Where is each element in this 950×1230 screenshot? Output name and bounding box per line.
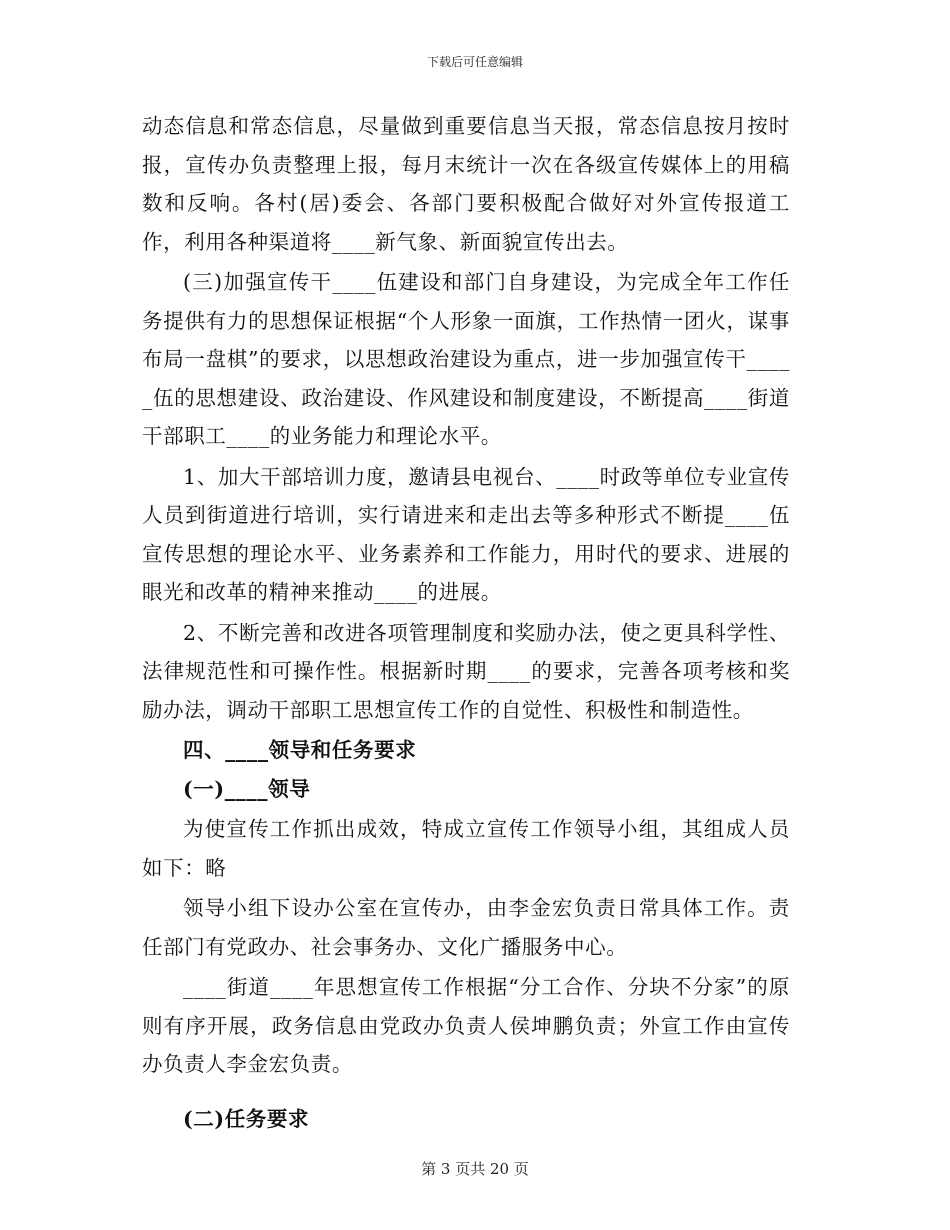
- page-footer: 第 3 页共 20 页: [421, 1160, 529, 1178]
- page-header: 下载后可任意编辑: [426, 55, 523, 69]
- paragraph-section-3: (三)加强宣传干____伍建设和部门自身建设，为完成全年工作任务提供有力的思想保证根据“个人形象一面旗，工作热情一团火，谋事布局一盘棋”的要求，以思想政治建设为重点，进一步加强宣传干_____伍的思想建设、政治建设、作风建设和制度建设，不断提高____街道干部职工____的业务能力和理论水平。: [142, 270, 790, 448]
- section-heading-4: 四、____领导和任务要求: [183, 738, 417, 762]
- paragraph-leading-group: 为使宣传工作抓出成效，特成立宣传工作领导小组，其组成人员如下：略: [142, 817, 790, 880]
- subheading-leadership: (一)____领导: [183, 776, 311, 801]
- subheading-task-requirements: (二)任务要求: [183, 1106, 310, 1131]
- paragraph-continued: 动态信息和常态信息，尽量做到重要信息当天报，常态信息按月按时报，宣传办负责整理上报，每月末统计一次在各级宣传媒体上的用稿数和反响。各村(居)委会、各部门要积极配合做好对外宣传报道工作，利用各种渠道将____新气象、新面貌宣传出去。: [142, 114, 790, 254]
- paragraph-office: 领导小组下设办公室在宣传办，由李金宏负责日常具体工作。责任部门有党政办、社会事务办、文化广播服务中心。: [142, 896, 790, 959]
- paragraph-item-1: 1、加大干部培训力度，邀请县电视台、____时政等单位专业宣传人员到街道进行培训，实行请进来和走出去等多种形式不断提____伍宣传思想的理论水平、业务素养和工作能力，用时代的要求、进展的眼光和改革的精神来推动____的进展。: [142, 464, 790, 604]
- paragraph-division: ____街道____年思想宣传工作根据“分工合作、分块不分家”的原则有序开展，政务信息由党政办负责人侯坤鹏负责；外宣工作由宣传办负责人李金宏负责。: [142, 975, 790, 1076]
- paragraph-item-2: 2、不断完善和改进各项管理制度和奖励办法，使之更具科学性、法律规范性和可操作性。根据新时期____的要求，完善各项考核和奖励办法，调动干部职工思想宣传工作的自觉性、积极性和制造性。: [142, 620, 790, 722]
- document-body: [142, 107, 790, 1138]
